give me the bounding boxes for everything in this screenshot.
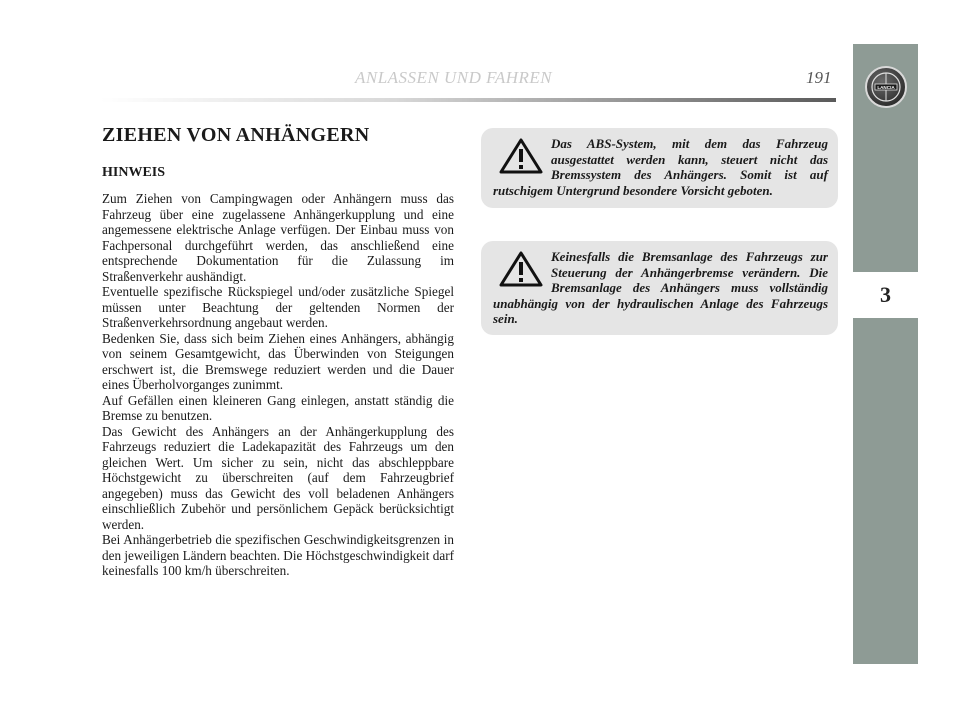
logo-text: LANCIA (877, 84, 895, 90)
section-title: ZIEHEN VON ANHÄNGERN (102, 124, 370, 146)
lancia-logo-icon (869, 70, 903, 104)
paragraph: Eventuelle spezifische Rückspiegel und/oder zusätzliche Spiegel müssen unter Beachtung der geltenden Normen der Straßenverkehrsordnung angebaut werden. (102, 284, 454, 330)
header-title: ANLASSEN UND FAHREN (355, 68, 553, 87)
body-text (102, 191, 454, 579)
warning-triangle-icon (499, 138, 543, 174)
header-rule (100, 98, 836, 102)
lancia-logo (865, 66, 907, 108)
warning-triangle-icon (499, 251, 543, 287)
warning-text: Keinesfalls die Bremsanlage des Fahrzeugs zur Steuerung der Anhängerbremse verändern. Die Bremsanlage des Anhängers muss vollständig unabhängig von der hydraulischen Anlage des Fahrzeugs sein. (493, 249, 828, 326)
chapter-number: 3 (880, 282, 891, 307)
section-subheading: HINWEIS (102, 165, 166, 180)
page-number: 191 (806, 68, 832, 87)
paragraph: Bedenken Sie, dass sich beim Ziehen eines Anhängers, abhängig von seinem Gesamtgewicht, das Überwinden von Steigungen erschwert ist, die Bremswege reduziert werden und die Dauer eines Überholvorganges zunimmt. (102, 330, 454, 392)
chapter-tab[interactable] (853, 272, 918, 318)
paragraph: Zum Ziehen von Campingwagen oder Anhängern muss das Fahrzeug über eine zugelassene Anhängerkupplung und eine angemessene elektrische Anlage verfügen. Der Einbau muss von Fachpersonal durchgeführt werden, das anschließend eine entsprechende Dokumentation für die Zulassung im Straßenverkehr aushändigt. (102, 191, 454, 284)
paragraph: Bei Anhängerbetrieb die spezifischen Geschwindigkeitsgrenzen in den jeweiligen Ländern beachten. Die Höchstgeschwindigkeit darf keinesfalls 100 km/h überschreiten. (102, 532, 454, 578)
paragraph: Das Gewicht des Anhängers an der Anhängerkupplung des Fahrzeugs reduziert die Ladekapazität des Fahrzeugs um den gleichen Wert. Um sicher zu sein, nicht das abschleppbare Höchstgewicht zu überschreiten (auf dem Fahrzeugbrief angegeben) muss das Gewicht des voll beladenen Anhängers einschließlich Zubehör und persönlichem Gepäck berücksichtigt werden. (102, 423, 454, 532)
paragraph: Auf Gefällen einen kleineren Gang einlegen, anstatt ständig die Bremse zu benutzen. (102, 392, 454, 423)
warning-box-brakes (481, 241, 838, 335)
chapter-sidebar (853, 44, 918, 664)
warning-text: Das ABS-System, mit dem das Fahrzeug ausgestattet werden kann, steuert nicht das Bremssystem des Anhängers. Somit ist auf rutschigem Untergrund besondere Vorsicht geboten. (493, 136, 828, 198)
warning-box-abs (481, 128, 838, 208)
